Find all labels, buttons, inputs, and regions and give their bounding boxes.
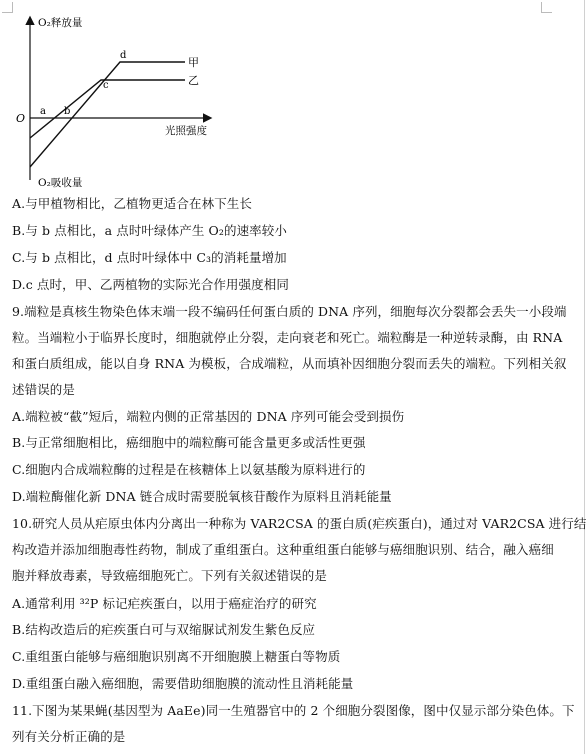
option-d-q8: D.c 点时，甲、乙两植物的实际光合作用强度相同 — [12, 277, 289, 292]
curve-label-yi: 乙 — [188, 74, 199, 87]
curve-label-jia: 甲 — [188, 56, 199, 69]
y-label-bottom: O₂吸收量 — [38, 177, 83, 189]
option-a-q9: A.端粒被“截”短后，端粒内侧的正常基因的 DNA 序列可能会受到损伤 — [12, 409, 405, 424]
point-label-d: d — [120, 50, 127, 61]
q11-stem-line: 11.下图为某果蝇(基因型为 AaEe)同一生殖器官中的 2 个细胞分裂图像，图中仅显示部分染色体。下 — [12, 703, 575, 718]
option-b-q10: B.结构改造后的疟疾蛋白可与双缩脲试剂发生紫色反应 — [12, 622, 316, 637]
point-label-c: c — [103, 80, 109, 91]
option-b-q9: B.与正常细胞相比，癌细胞中的端粒酶可能含量更多或活性更强 — [12, 435, 366, 450]
q9-stem-line: 和蛋白质组成，能以自身 RNA 为模板，合成端粒，从而填补因细胞分裂而丢失的端粒。下列相关叙 — [12, 356, 567, 371]
option-c-q8: C.与 b 点相比，d 点时叶绿体中 C₃的消耗量增加 — [12, 250, 287, 265]
option-d-q9: D.端粒酶催化新 DNA 链合成时需要脱氧核苷酸作为原料且消耗能量 — [12, 489, 392, 504]
q9-stem-line: 述错误的是 — [12, 382, 76, 397]
origin-label: O — [16, 112, 26, 125]
q11-stem-line: 列有关分析正确的是 — [12, 729, 126, 744]
q10-stem-line: 构改造并添加细胞毒性药物，制成了重组蛋白。这种重组蛋白能够与癌细胞识别、结合，融入癌细 — [12, 542, 554, 557]
option-c-q10: C.重组蛋白能够与癌细胞识别离不开细胞膜上糖蛋白等物质 — [12, 649, 341, 664]
oxygen-graph — [0, 0, 260, 195]
q10-stem-line: 胞并释放毒素，导致癌细胞死亡。下列有关叙述错误的是 — [12, 568, 328, 583]
point-label-b: b — [64, 106, 71, 117]
option-a-q10: A.通常利用 ³²P 标记疟疾蛋白，以用于癌症治疗的研究 — [12, 596, 317, 611]
option-c-q9: C.细胞内合成端粒酶的过程是在核糖体上以氨基酸为原料进行的 — [12, 462, 366, 477]
option-a-q8: A.与甲植物相比，乙植物更适合在林下生长 — [12, 196, 253, 211]
q9-stem-line: 9.端粒是真核生物染色体末端一段不编码任何蛋白质的 DNA 序列，细胞每次分裂都会丢失一小段端 — [12, 304, 567, 319]
curve-jia — [30, 62, 185, 167]
page-corner-mark — [541, 2, 552, 13]
q9-stem-line: 粒。当端粒小于临界长度时，细胞就停止分裂，走向衰老和死亡。端粒酶是一种逆转录酶，由 RNA — [12, 330, 563, 345]
option-b-q8: B.与 b 点相比，a 点时叶绿体产生 O₂的速率较小 — [12, 223, 287, 238]
q10-stem-line: 10.研究人员从疟原虫体内分离出一种称为 VAR2CSA 的蛋白质(疟疾蛋白)，通过对 VAR2CSA 进行结 — [12, 516, 586, 531]
option-d-q10: D.重组蛋白融入癌细胞，需要借助细胞膜的流动性且消耗能量 — [12, 676, 354, 691]
point-label-a: a — [40, 106, 46, 117]
y-label-top: O₂释放量 — [38, 17, 83, 29]
x-label: 光照强度 — [165, 125, 207, 137]
